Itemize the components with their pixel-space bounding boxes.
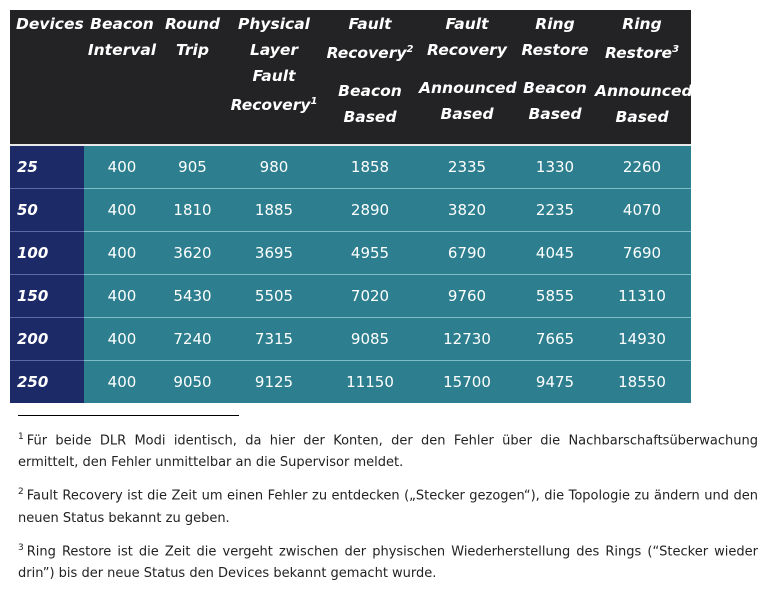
header-line: Based (615, 108, 669, 127)
column-header (225, 10, 323, 145)
value-cell: 1885 (225, 189, 323, 232)
header-line: Based (528, 105, 582, 123)
value-cell: 400 (84, 318, 160, 361)
value-cell: 4045 (517, 232, 593, 275)
header-gap (419, 63, 515, 75)
value-cell: 9050 (160, 361, 225, 404)
header-line: Ring (535, 15, 575, 33)
header-line: Trip (176, 41, 209, 59)
value-cell: 7315 (225, 318, 323, 361)
device-count-cell: 250 (10, 361, 84, 404)
header-line: Beacon (338, 82, 402, 101)
device-count-cell: 50 (10, 189, 84, 232)
value-cell: 9125 (225, 361, 323, 404)
value-cell: 400 (84, 189, 160, 232)
footnote-marker: 2 (406, 44, 414, 55)
value-cell: 9475 (517, 361, 593, 404)
header-gap (519, 63, 591, 75)
value-cell: 7240 (160, 318, 225, 361)
value-cell: 7020 (323, 275, 417, 318)
value-cell: 5855 (517, 275, 593, 318)
value-cell: 2260 (593, 145, 691, 189)
column-header (160, 10, 225, 145)
footnote-separator (18, 415, 239, 416)
header-line: Round (165, 15, 220, 33)
footnote-number: 2 (18, 487, 24, 498)
value-cell: 18550 (593, 361, 691, 404)
footnote-text: Für beide DLR Modi identisch, da hier der Konten, der den Fehler über die Nachbarschaftsüberwachung ermittelt, den Fehler unmittelbar an die Supervisor meldet. (18, 433, 758, 471)
header-line: Physical (238, 15, 310, 33)
header-line: Restore (521, 41, 589, 59)
header-line: Restore$^3$ (604, 44, 680, 63)
header-line: Ring (622, 15, 662, 33)
value-cell: 11150 (323, 361, 417, 404)
header-gap (595, 66, 689, 78)
footnote (18, 426, 758, 474)
value-cell: 12730 (417, 318, 517, 361)
table-body (10, 145, 691, 403)
header-line: Interval (87, 41, 157, 59)
value-cell: 4070 (593, 189, 691, 232)
results-table-container (10, 10, 691, 403)
header-line: Recovery$^2$ (326, 44, 414, 63)
value-cell: 400 (84, 145, 160, 189)
footnotes (18, 426, 758, 592)
value-cell: 400 (84, 361, 160, 404)
table-row (10, 275, 691, 318)
header-line: Based (343, 108, 397, 127)
table-row (10, 361, 691, 404)
table-header-row (10, 10, 691, 145)
device-count-cell: 150 (10, 275, 84, 318)
value-cell: 1330 (517, 145, 593, 189)
results-table (10, 10, 691, 403)
column-header (417, 10, 517, 145)
footnote-number: 3 (18, 542, 24, 553)
value-cell: 905 (160, 145, 225, 189)
footnote-text: Ring Restore ist die Zeit die vergeht zwischen der physischen Wiederherstellung des Rings (“Stecker wieder drin”) bis der neue Status den Devices bekannt gemacht wurde. (18, 543, 758, 581)
value-cell: 14930 (593, 318, 691, 361)
header-line: Recovery$^1$ (230, 96, 318, 115)
header-line: Beacon (523, 79, 587, 97)
footnote (18, 481, 758, 529)
table-row (10, 145, 691, 189)
footnote-marker: 3 (672, 44, 680, 55)
header-line: Devices (16, 15, 84, 33)
column-header (84, 10, 160, 145)
header-line: Recovery (427, 41, 507, 59)
value-cell: 3695 (225, 232, 323, 275)
table-row (10, 232, 691, 275)
header-line: Beacon (90, 15, 154, 33)
footnote-marker: 1 (310, 96, 318, 107)
header-line: Fault (445, 15, 489, 33)
header-line: Based (440, 105, 494, 123)
value-cell: 1858 (323, 145, 417, 189)
header-line: Announced (595, 82, 693, 101)
value-cell: 3620 (160, 232, 225, 275)
header-gap (325, 66, 415, 78)
value-cell: 11310 (593, 275, 691, 318)
column-header (10, 10, 84, 145)
value-cell: 3820 (417, 189, 517, 232)
value-cell: 6790 (417, 232, 517, 275)
header-line: Fault (348, 15, 392, 33)
value-cell: 2235 (517, 189, 593, 232)
footnote (18, 537, 758, 585)
value-cell: 4955 (323, 232, 417, 275)
column-header (323, 10, 417, 145)
value-cell: 400 (84, 275, 160, 318)
value-cell: 980 (225, 145, 323, 189)
value-cell: 7665 (517, 318, 593, 361)
column-header (593, 10, 691, 145)
device-count-cell: 200 (10, 318, 84, 361)
table-row (10, 189, 691, 232)
value-cell: 2335 (417, 145, 517, 189)
value-cell: 9085 (323, 318, 417, 361)
value-cell: 400 (84, 232, 160, 275)
value-cell: 15700 (417, 361, 517, 404)
device-count-cell: 25 (10, 145, 84, 189)
value-cell: 2890 (323, 189, 417, 232)
value-cell: 7690 (593, 232, 691, 275)
header-line: Fault (252, 67, 296, 85)
device-count-cell: 100 (10, 232, 84, 275)
table-row (10, 318, 691, 361)
header-line: Layer (249, 41, 299, 59)
column-header (517, 10, 593, 145)
footnote-number: 1 (18, 432, 24, 442)
value-cell: 9760 (417, 275, 517, 318)
value-cell: 5505 (225, 275, 323, 318)
header-line: Announced (419, 79, 517, 97)
footnote-text: Fault Recovery ist die Zeit um einen Fehler zu entdecken („Stecker gezogen“), die Topologie zu ändern und den neuen Status bekannt zu geben. (18, 488, 758, 526)
value-cell: 1810 (160, 189, 225, 232)
value-cell: 5430 (160, 275, 225, 318)
